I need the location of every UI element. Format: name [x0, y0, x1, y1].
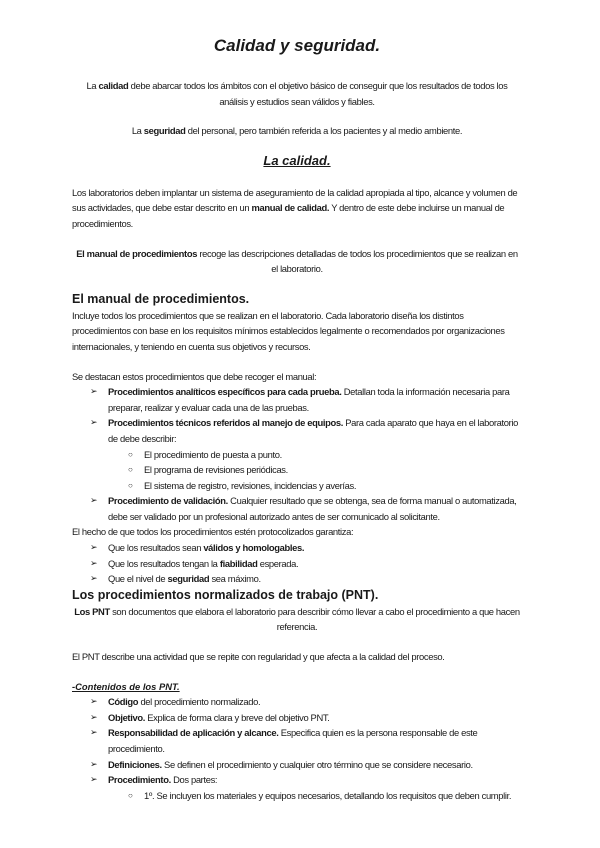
list-item: ○ 1º. Se incluyen los materiales y equipos necesarios, detallando los requisitos que deben cumplir. [108, 788, 522, 804]
guarantees-intro: El hecho de que todos los procedimientos estén protocolizados garantiza: [72, 526, 354, 538]
section-heading-calidad: La calidad. [263, 152, 331, 168]
arrow-bullet-icon: ➢ [90, 386, 98, 397]
list-item: ➢ Código del procedimiento normalizado. [72, 694, 522, 710]
section-heading-manual: El manual de procedimientos. [72, 291, 250, 306]
equipment-sublist [108, 447, 522, 494]
circle-bullet-icon: ○ [128, 790, 133, 800]
arrow-bullet-icon: ➢ [90, 696, 98, 707]
guarantees-list [72, 540, 522, 587]
arrow-bullet-icon: ➢ [90, 573, 98, 584]
pnt-definition-paragraph: Los PNT son documentos que elabora el laboratorio para describir cómo llevar a cabo el procedimiento a que hacen referencia. [74, 605, 520, 633]
arrow-bullet-icon: ➢ [90, 758, 98, 769]
arrow-bullet-icon: ➢ [90, 774, 98, 785]
list-item: ○ El sistema de registro, revisiones, incidencias y averías. [108, 478, 522, 494]
arrow-bullet-icon: ➢ [90, 542, 98, 553]
arrow-bullet-icon: ➢ [90, 727, 98, 738]
list-item: ➢ Procedimiento de validación. Cualquier resultado que se obtenga, sea de forma manual o automatizada, debe ser validado por un profesional autorizado antes de ser comunicado al solicitante. [90, 495, 517, 522]
intro-calidad-paragraph: La calidad debe abarcar todos los ámbitos con el objetivo básico de conseguir que los resultados de todos los análisis y estudios sean válidos y fiables. [86, 80, 508, 107]
circle-bullet-icon: ○ [128, 449, 133, 459]
list-item: ➢ Procedimiento. Dos partes: ○ 1º. Se incluyen los materiales y equipos necesarios, detallando los requisitos que deben cumplir. [72, 772, 522, 803]
circle-bullet-icon: ○ [128, 480, 133, 490]
manual-summary-paragraph: El manual de procedimientos recoge las descripciones detalladas de todos los procedimientos que se realizan en el laboratorio. [76, 247, 518, 275]
pnt-contents-list [72, 694, 522, 803]
arrow-bullet-icon: ➢ [90, 417, 98, 428]
manual-procedures-list [72, 384, 522, 524]
list-item: ➢ Responsabilidad de aplicación y alcance. Especifica quien es la persona responsable de este procedimiento. [90, 727, 478, 754]
list-item: ➢ Que los resultados tengan la fiabilidad esperada. [72, 556, 522, 572]
circle-bullet-icon: ○ [128, 465, 133, 475]
list-item: ➢ Que los resultados sean válidos y homologables. [72, 540, 522, 556]
list-item: ➢ Que el nivel de seguridad sea máximo. [72, 571, 522, 587]
list-item: ➢ Objetivo. Explica de forma clara y breve del objetivo PNT. [72, 710, 522, 726]
manual-list-intro: Se destacan estos procedimientos que debe recoger el manual: [72, 370, 317, 382]
arrow-bullet-icon: ➢ [90, 495, 98, 506]
list-item: ○ El procedimiento de puesta a punto. [108, 447, 522, 463]
calidad-paragraph: Los laboratorios deben implantar un sistema de aseguramiento de la calidad apropiada al tipo, alcance y volumen de sus actividades, que debe estar descrito en un manual de calidad. Y dentro de este debe incluirse un manual de procedimientos. [72, 186, 518, 229]
section-heading-pnt: Los procedimientos normalizados de trabajo (PNT). [72, 587, 379, 602]
procedure-parts-sublist [108, 788, 522, 804]
arrow-bullet-icon: ➢ [90, 711, 98, 722]
document-title: Calidad y seguridad. [213, 36, 381, 55]
pnt-contents-heading: -Contenidos de los PNT. [72, 680, 180, 692]
list-item: ➢ Definiciones. Se definen el procedimiento y cualquier otro término que se considere necesario. [72, 757, 522, 773]
manual-description-paragraph: Incluye todos los procedimientos que se realizan en el laboratorio. Cada laboratorio diseña los distintos procedimientos con base en los requisitos mínimos establecidos legalmente o recomendados por organizaciones internacionales, y teniendo en cuenta sus objetivos y recursos. [72, 309, 505, 352]
arrow-bullet-icon: ➢ [90, 557, 98, 568]
pnt-description-paragraph: El PNT describe una actividad que se repite con regularidad y que afecta a la calidad del proceso. [72, 651, 445, 663]
list-item: ○ El programa de revisiones periódicas. [108, 462, 522, 478]
intro-seguridad-paragraph: La seguridad del personal, pero también referida a los pacientes y al medio ambiente. [131, 125, 463, 137]
list-item: ➢ Procedimientos técnicos referidos al manejo de equipos. Para cada aparato que haya en el laboratorio de debe describir: ○ El procedimiento de puesta a punto. ○ El programa de revisiones periódicas. ○ El sistema de registro, revisiones, incidencias y averías. [72, 415, 522, 493]
list-item: ➢ Procedimientos analíticos específicos para cada prueba. Detallan toda la información necesaria para preparar, realizar y evaluar cada una de las pruebas. [90, 386, 510, 413]
